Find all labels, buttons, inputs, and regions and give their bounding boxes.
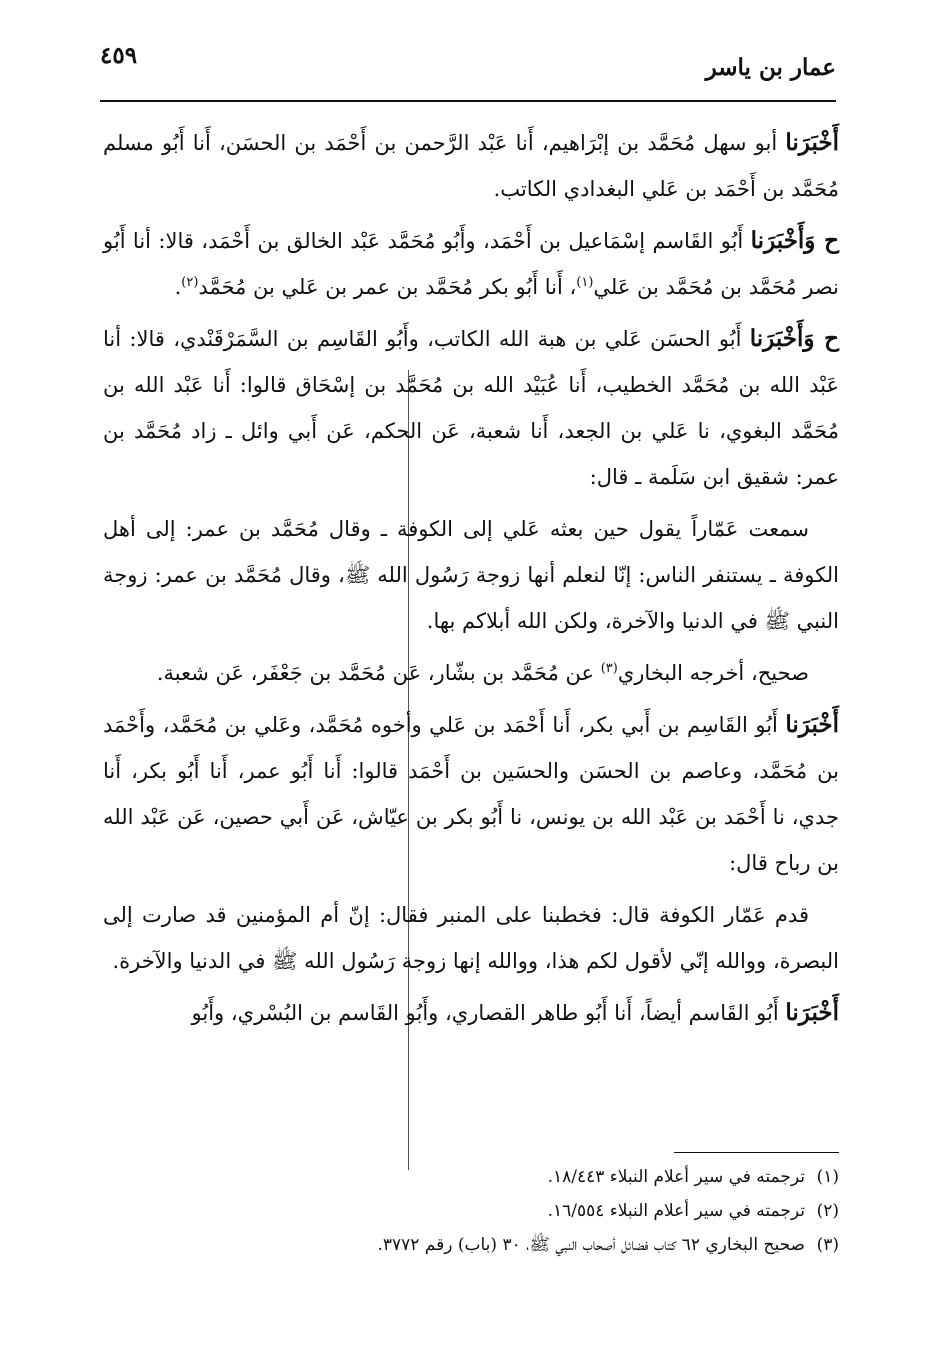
footnote-text: صحيح البخاري ٦٢ كتاب فضائل أصحاب النبي ﷺ، ٣٠ (باب) رقم ٣٧٧٢. xyxy=(377,1235,805,1255)
header-rule xyxy=(100,100,836,102)
page-number: ٤٥٩ xyxy=(100,42,138,69)
akhbarana-keyword: أَخْبَرَنا xyxy=(785,999,839,1026)
footnote-1 xyxy=(103,1160,839,1194)
footnote-number: (٢) xyxy=(816,1201,839,1221)
footnote-text: ترجمته في سير أعلام النبلاء ١٦/٥٥٤. xyxy=(547,1201,805,1221)
paragraph-text: ، أَنا أَبُو بكر مُحَمَّد بن عمر بن عَلي بن مُحَمَّد xyxy=(198,275,577,299)
paragraph-text: . xyxy=(174,275,182,299)
main-text xyxy=(103,120,839,1042)
page-header xyxy=(100,40,836,98)
footnote-ref-2[interactable]: (٢) xyxy=(181,275,199,290)
akhbarana-keyword: ح وَأَخْبَرَنا xyxy=(750,227,839,254)
paragraph-text: أَبُو القَاسِم بن أَبي بكر، أَنا أَحْمَد بن عَلي وأخوه مُحَمَّد، وعَلي بن مُحَمَّد، وأَحْمَد بن مُحَمَّد، وعاصم بن الحسَن والحسَين بن أَحْمَد قالوا: أَنا أَبُو عمر، أَنا أَبُو بكر، أَنا جدي، نا أَحْمَد بن عَبْد الله بن يونس، نا أَبُو بكر بن عيّاش، عَن أَبي حصين، عَن عَبْد الله بن رباح قال: xyxy=(103,713,839,875)
footnote-separator xyxy=(674,1152,839,1153)
paragraph-text: أَبُو القَاسم أيضاً، أَنا أَبُو طاهر القصاري، وأَبُو القَاسم بن البُسْري، وأَبُو xyxy=(191,1001,786,1025)
footnote-ref-3[interactable]: (٣) xyxy=(600,661,618,676)
paragraph-text: أبو سهل مُحَمَّد بن إبْرَاهيم، أَنا عَبْد الرَّحمن بن أَحْمَد بن الحسَن، أَنا أَبُو مسلم مُحَمَّد بن أَحْمَد بن عَلي البغدادي الكاتب. xyxy=(103,131,839,201)
footnote-2 xyxy=(103,1194,839,1228)
akhbarana-keyword: أَخْبَرَنا xyxy=(785,129,839,156)
isnad-paragraph-3 xyxy=(103,316,839,500)
isnad-paragraph-5 xyxy=(103,990,839,1036)
footnote-number: (٣) xyxy=(816,1235,839,1255)
footnotes xyxy=(103,1160,839,1262)
akhbarana-keyword: أَخْبَرَنا xyxy=(785,711,839,738)
footnote-number: (١) xyxy=(816,1167,839,1187)
grading-paragraph xyxy=(103,650,839,696)
isnad-paragraph-2 xyxy=(103,218,839,310)
footnote-text: ترجمته في سير أعلام النبلاء ١٨/٤٤٣. xyxy=(547,1167,805,1187)
hadith-text-1: سمعت عَمّاراً يقول حين بعثه عَلي إلى الكوفة ـ وقال مُحَمَّد بن عمر: إلى أهل الكوفة ـ يستنفر الناس: إنّا لنعلم أنها زوجة رَسُول الله ﷺ، وقال مُحَمَّد بن عمر: زوجة النبي ﷺ في الدنيا والآخرة، ولكن الله أبلاكم بها. xyxy=(103,517,839,633)
paragraph-text: أَبُو القَاسم إسْمَاعيل بن أَحْمَد، وأَبُو مُحَمَّد عَبْد الخالق بن أَحْمَد، قالا: أنا أَبُو نصر مُحَمَّد بن مُحَمَّد بن عَلي xyxy=(103,229,839,299)
paragraph-text: عن مُحَمَّد بن بشّار، عَن مُحَمَّد بن جَعْفَر، عَن شعبة. xyxy=(156,661,601,685)
isnad-paragraph-4 xyxy=(103,702,839,886)
footnote-ref-1[interactable]: (١) xyxy=(576,275,594,290)
running-title: عمار بن ياسر xyxy=(705,54,836,81)
hadith-text-2: قدم عَمّار الكوفة قال: فخطبنا على المنبر فقال: إنّ أم المؤمنين قد صارت إلى البصرة، ووالله إنّي لأقول لكم هذا، ووالله إنها زوجة رَسُول الله ﷺ في الدنيا والآخرة. xyxy=(103,903,839,973)
paragraph-text: صحيح، أخرجه البخاري xyxy=(617,661,809,685)
isnad-paragraph-1 xyxy=(103,120,839,212)
paragraph-text: أَبُو الحسَن عَلي بن هبة الله الكاتب، وأَبُو القَاسِم بن السَّمَرْقَنْدي، قالا: أنا عَبْد الله بن مُحَمَّد الخطيب، أَنا عُبَيْد الله بن مُحَمَّد بن إسْحَاق قالوا: أَنا عَبْد الله بن مُحَمَّد البغوي، نا عَلي بن الجعد، أَنا شعبة، عَن الحكم، عَن أَبي وائل ـ زاد مُحَمَّد بن عمر: شقيق ابن سَلَمة ـ قال: xyxy=(103,327,839,489)
footnote-3 xyxy=(103,1228,839,1262)
akhbarana-keyword: ح وَأَخْبَرَنا xyxy=(749,325,839,352)
